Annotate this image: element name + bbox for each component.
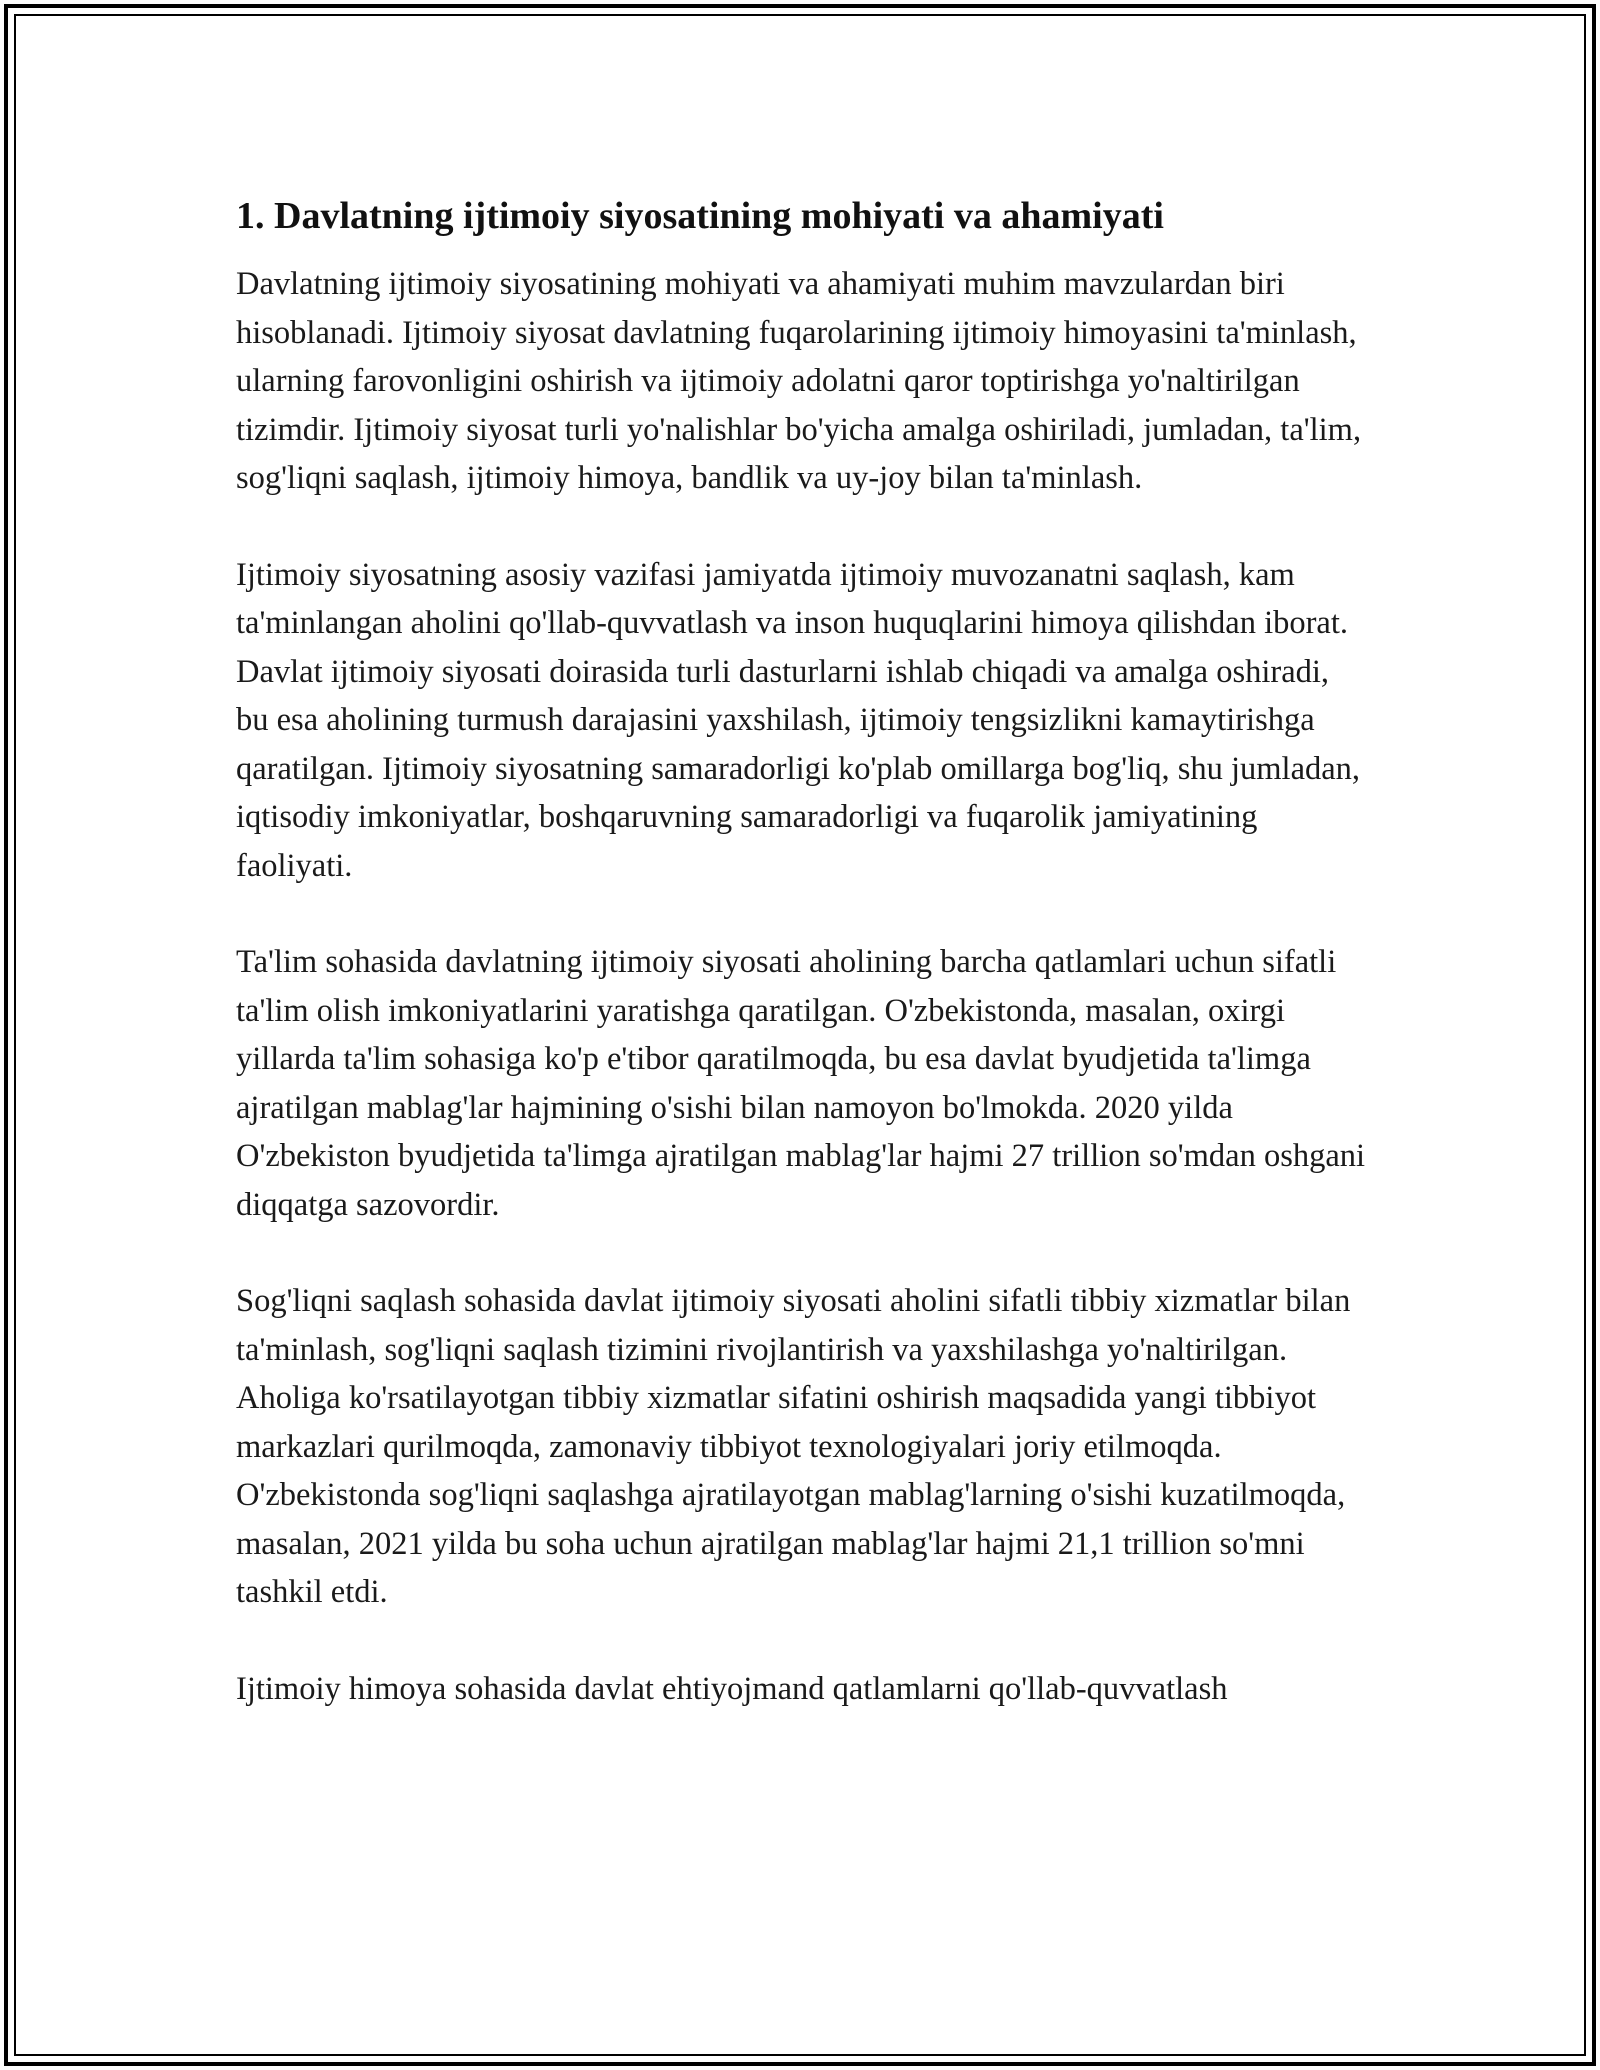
paragraph-3: Ta'lim sohasida davlatning ijtimoiy siyosati aholining barcha qatlamlari uchun sifatli ta'lim olish imkoniyatlarini yaratishga qaratilgan. O'zbekistonda, masalan, oxirgi yillarda ta'lim sohasiga ko'p e'tibor qaratilmoqda, bu esa davlat byudjetida ta'limga ajratilgan mablag'lar hajmining o'sishi bilan namoyon bo'lmokda. 2020 yilda O'zbekiston byudjetida ta'limga ajratilgan mablag'lar hajmi 27 trillion so'mdan oshgani diqqatga sazovordir. — [236, 944, 1366, 1223]
section-title: 1. Davlatning ijtimoiy siyosatining mohiyati va ahamiyati — [236, 195, 1164, 237]
paragraph-1: Davlatning ijtimoiy siyosatining mohiyati va ahamiyati muhim mavzulardan biri hisoblanadi. Ijtimoiy siyosat davlatning fuqarolarining ijtimoiy himoyasini ta'minlash, ularning farovonligini oshirish va ijtimoiy adolatni qaror toptirishga yo'naltirilgan tizimdir. Ijtimoiy siyosat turli yo'nalishlar bo'yicha amalga oshiriladi, jumladan, ta'lim, sog'liqni saqlash, ijtimoiy himoya, bandlik va uy-joy bilan ta'minlash. — [236, 266, 1362, 496]
paragraph-2: Ijtimoiy siyosatning asosiy vazifasi jamiyatda ijtimoiy muvozanatni saqlash, kam ta'minlangan aholini qo'llab-quvvatlash va inson huquqlarini himoya qilishdan iborat. Davlat ijtimoiy siyosati doirasida turli dasturlarni ishlab chiqadi va amalga oshiradi, bu esa aholining turmush darajasini yaxshilash, ijtimoiy tengsizlikni kamaytirishga qaratilgan. Ijtimoiy siyosatning samaradorligi ko'plab omillarga bog'liq, shu jumladan, iqtisodiy imkoniyatlar, boshqaruvning samaradorligi va fuqarolik jamiyatining faoliyati. — [236, 556, 1361, 884]
paragraph-4: Sog'liqni saqlash sohasida davlat ijtimoiy siyosati aholini sifatli tibbiy xizmatlar bilan ta'minlash, sog'liqni saqlash tizimini rivojlantirish va yaxshilashga yo'naltirilgan. Aholiga ko'rsatilayotgan tibbiy xizmatlar sifatini oshirish maqsadida yangi tibbiyot markazlari qurilmoqda, zamonaviy tibbiyot texnologiyalari joriy etilmoqda. O'zbekistonda sog'liqni saqlashga ajratilayotgan mablag'larning o'sishi kuzatilmoqda, masalan, 2021 yilda bu soha uchun ajratilgan mablag'lar hajmi 21,1 trillion so'mni tashkil etdi. — [236, 1283, 1351, 1610]
document-body — [236, 190, 1366, 1761]
paragraph-5: Ijtimoiy himoya sohasida davlat ehtiyojmand qatlamlarni qo'llab-quvvatlash — [236, 1670, 1228, 1707]
